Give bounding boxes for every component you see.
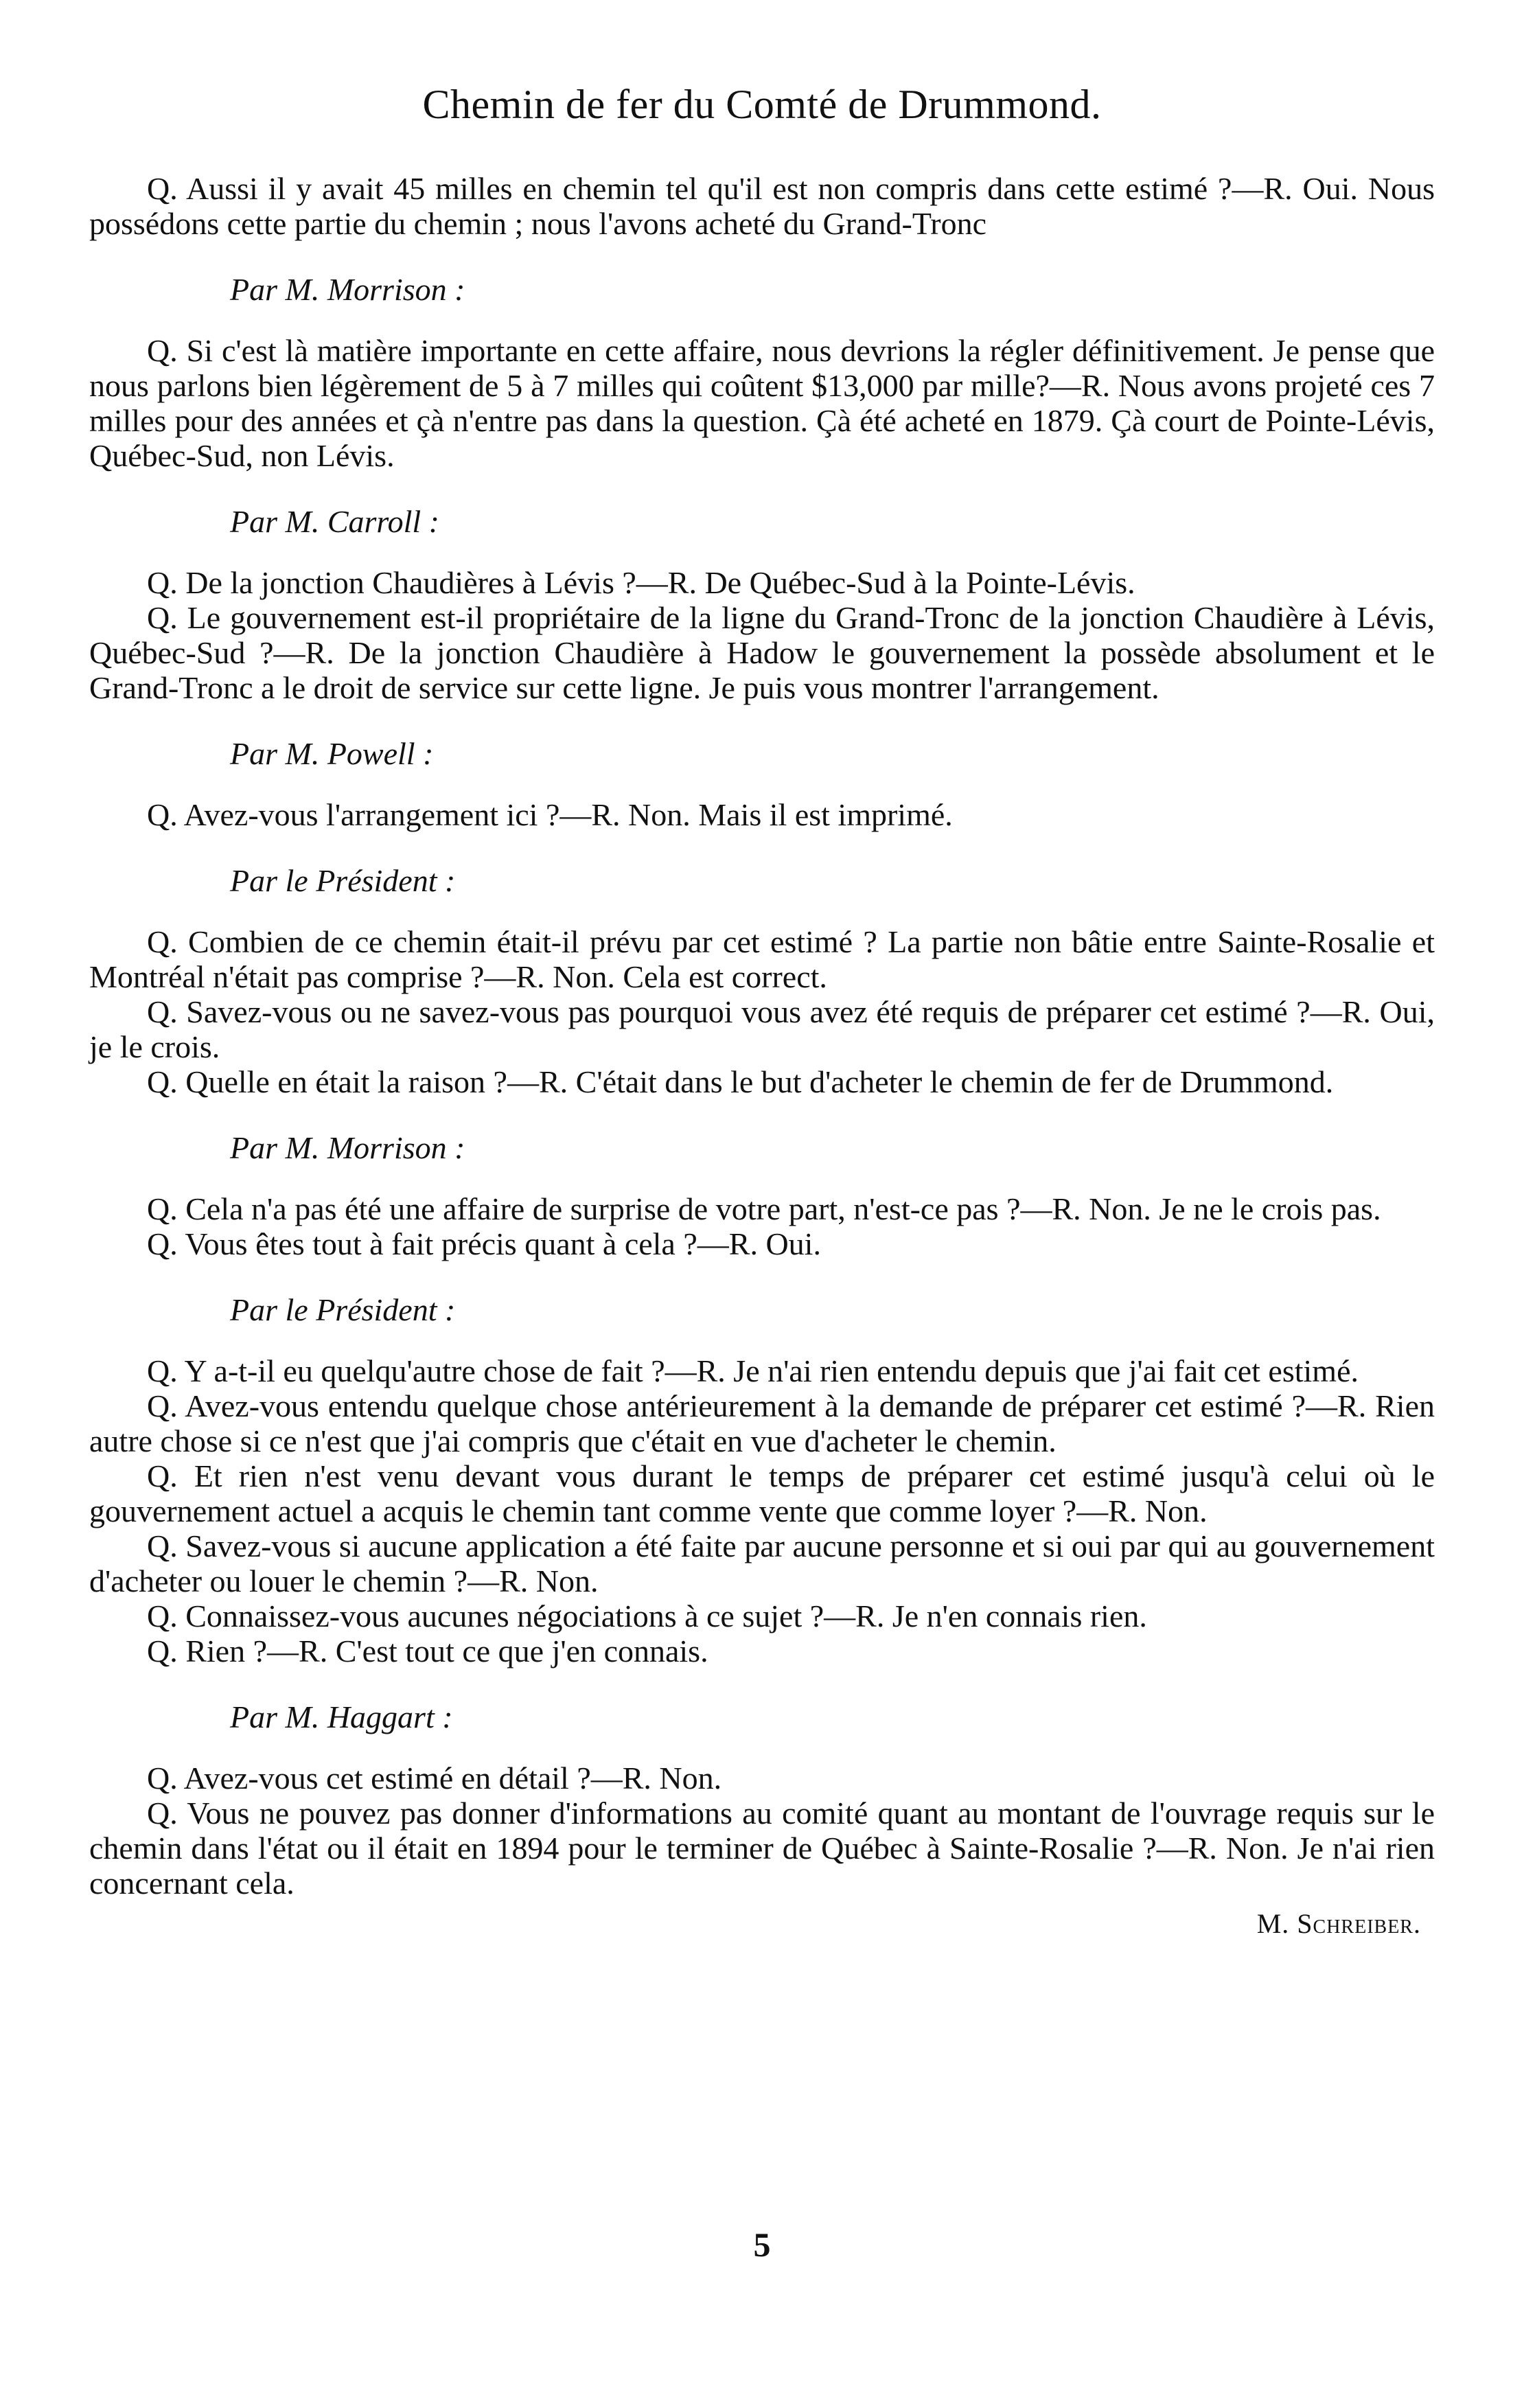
paragraph: Q. Et rien n'est venu devant vous durant le temps de préparer cet estimé jusqu'à celui où le gouvernement actuel a acquis le chemin tant comme vente que comme loyer ?—R. Non.: [89, 1458, 1435, 1528]
paragraph: Q. Le gouvernement est-il propriétaire de la ligne du Grand-Tronc de la jonction Chaudière à Lévis, Québec-Sud ?—R. De la jonction Chaudière à Hadow le gouvernement la possède absolument et le Grand-Tronc a le droit de service sur cette ligne. Je puis vous montrer l'arrangement.: [89, 600, 1435, 705]
paragraph: Q. Rien ?—R. C'est tout ce que j'en connais.: [147, 1633, 708, 1669]
speaker-heading: Par M. Powell :: [230, 736, 434, 771]
section-1: [89, 271, 1435, 473]
page-number: 5: [753, 2225, 771, 2264]
document-page: [89, 0, 1435, 1940]
speaker-heading: Par M. Carroll :: [230, 504, 439, 539]
paragraph: Q. De la jonction Chaudières à Lévis ?—R. De Québec-Sud à la Pointe-Lévis.: [147, 565, 1135, 600]
paragraph: Q. Si c'est là matière importante en cette affaire, nous devrions la régler définitivement. Je pense que nous parlons bien légèrement de 5 à 7 milles qui coûtent $13,000 par mille?—R. Nous avons projeté ces 7 milles pour des années et çà n'entre pas dans la question. Çà été acheté en 1879. Çà court de Pointe-Lévis, Québec-Sud, non Lévis.: [89, 333, 1435, 473]
paragraph: Q. Quelle en était la raison ?—R. C'était dans le but d'acheter le chemin de fer de Drummond.: [147, 1064, 1334, 1099]
section-6: [89, 1292, 1435, 1669]
witness-signature: M. Schreiber.: [1256, 1908, 1421, 1939]
paragraph: Q. Avez-vous entendu quelque chose antérieurement à la demande de préparer cet estimé ?—R. Rien autre chose si ce n'est que j'ai compris que c'était en vue d'acheter le chemin.: [89, 1388, 1435, 1458]
paragraph: Q. Avez-vous l'arrangement ici ?—R. Non. Mais il est imprimé.: [147, 797, 953, 832]
paragraph: Q. Savez-vous ou ne savez-vous pas pourquoi vous avez été requis de préparer cet estimé ?—R. Oui, je le crois.: [89, 994, 1435, 1064]
paragraph: Q. Vous êtes tout à fait précis quant à cela ?—R. Oui.: [147, 1226, 821, 1261]
section-7: [89, 1699, 1435, 1901]
speaker-heading: Par le Président :: [230, 863, 456, 898]
section-5: [89, 1130, 1435, 1261]
page-title: Chemin de fer du Comté de Drummond.: [422, 82, 1102, 127]
speaker-heading: Par M. Haggart :: [230, 1699, 453, 1734]
paragraph: Q. Vous ne pouvez pas donner d'informations au comité quant au montant de l'ouvrage requis sur le chemin dans l'état ou il était en 1894 pour le terminer de Québec à Sainte-Rosalie ?—R. Non. Je n'ai rien concernant cela.: [89, 1796, 1435, 1901]
paragraph: Q. Y a-t-il eu quelqu'autre chose de fait ?—R. Je n'ai rien entendu depuis que j'ai fait cet estimé.: [147, 1353, 1359, 1388]
section-3: [89, 735, 1435, 832]
paragraph: Q. Savez-vous si aucune application a été faite par aucune personne et si oui par qui au gouvernement d'acheter ou louer le chemin ?—R. Non.: [89, 1528, 1435, 1598]
paragraph: Q. Connaissez-vous aucunes négociations à ce sujet ?—R. Je n'en connais rien.: [147, 1598, 1147, 1633]
section-2: [89, 503, 1435, 705]
paragraph: Q. Aussi il y avait 45 milles en chemin tel qu'il est non compris dans cette estimé ?—R. Oui. Nous possédons cette partie du chemin ; nous l'avons acheté du Grand-Tronc: [89, 171, 1435, 241]
speaker-heading: Par M. Morrison :: [230, 272, 465, 307]
paragraph: Q. Avez-vous cet estimé en détail ?—R. Non.: [147, 1761, 722, 1796]
section-0: [89, 171, 1435, 241]
paragraph: Q. Combien de ce chemin était-il prévu par cet estimé ? La partie non bâtie entre Sainte-Rosalie et Montréal n'était pas comprise ?—R. Non. Cela est correct.: [89, 924, 1435, 994]
speaker-heading: Par le Président :: [230, 1292, 456, 1327]
speaker-heading: Par M. Morrison :: [230, 1130, 465, 1165]
section-4: [89, 862, 1435, 1099]
paragraph: Q. Cela n'a pas été une affaire de surprise de votre part, n'est-ce pas ?—R. Non. Je ne le crois pas.: [147, 1191, 1381, 1226]
